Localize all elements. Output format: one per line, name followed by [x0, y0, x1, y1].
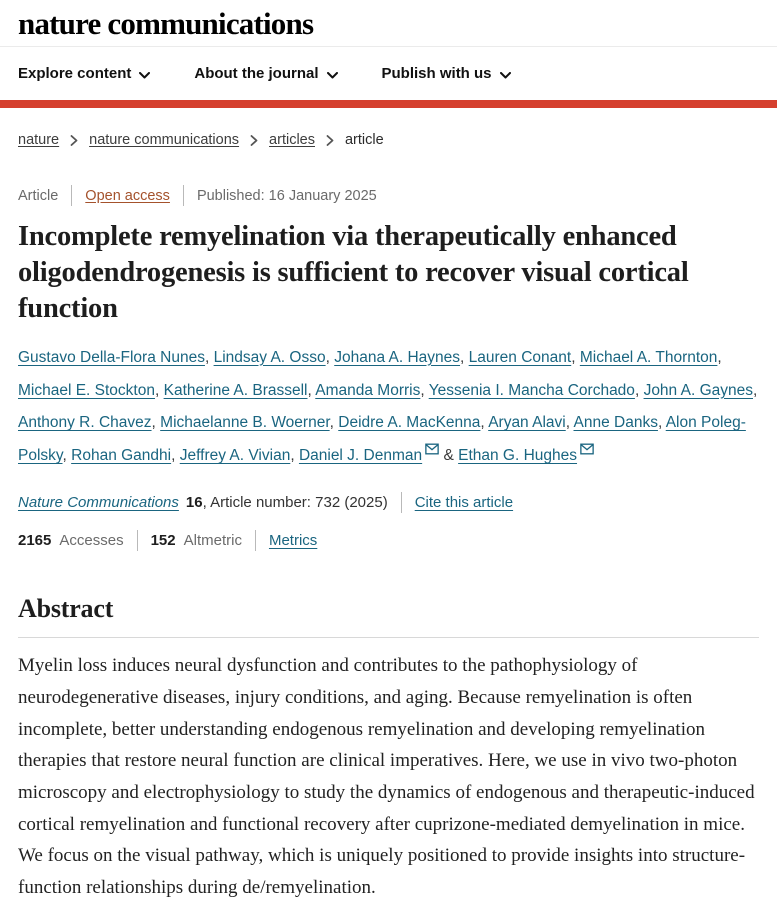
breadcrumb-item-nature[interactable]: nature	[18, 132, 60, 149]
author-link-yessenia-i-mancha-corchado[interactable]: Yessenia I. Mancha Corchado	[428, 381, 635, 399]
author-list: Gustavo Della-Flora Nunes, Lindsay A. Osso, Johana A. Haynes, Lauren Conant, Michael A. Thornton, Michael E. Stockton, Katherine A. Brassell, Amanda Morris, Yessenia I. Mancha Corchado, John A. Gaynes, Anthony R. Chavez, Michaelanne B. Woerner, Deidre A. MacKenna, Aryan Alavi, Anne Danks, Alon Poleg-Polsky, Rohan Gandhi, Jeffrey A. Vivian, Daniel J. Denman & Ethan G. Hughes	[18, 348, 758, 465]
divider	[401, 492, 402, 513]
chevron-down-icon	[139, 66, 150, 83]
abstract-section	[18, 594, 759, 904]
chevron-down-icon	[500, 66, 511, 83]
abstract-heading: Abstract	[18, 594, 114, 624]
divider	[71, 185, 72, 206]
nav-item-explore-content[interactable]	[18, 64, 150, 83]
brand-red-bar	[0, 100, 777, 108]
author-link-aryan-alavi[interactable]: Aryan Alavi	[488, 414, 566, 432]
author-link-amanda-morris[interactable]: Amanda Morris	[315, 381, 421, 399]
author-link-rohan-gandhi[interactable]: Rohan Gandhi	[71, 447, 172, 465]
author-link-lauren-conant[interactable]: Lauren Conant	[468, 348, 572, 366]
author-link-gustavo-della-flora-nunes[interactable]: Gustavo Della-Flora Nunes	[18, 348, 205, 366]
accesses-label: Accesses	[59, 532, 124, 550]
author-link-alon-poleg-polsky[interactable]: Alon Poleg-Polsky	[18, 414, 746, 465]
author-ampersand: &	[443, 447, 454, 465]
nav-item-label: About the journal	[194, 65, 319, 83]
author-link-lindsay-a-osso[interactable]: Lindsay A. Osso	[213, 348, 326, 366]
author-link-john-a-gaynes[interactable]: John A. Gaynes	[643, 381, 753, 399]
divider	[137, 530, 138, 551]
author-link-jeffrey-a-vivian[interactable]: Jeffrey A. Vivian	[179, 447, 291, 465]
author-link-michaelanne-b-woerner[interactable]: Michaelanne B. Woerner	[160, 414, 330, 432]
top-nav	[0, 47, 777, 100]
author-link-michael-e-stockton[interactable]: Michael E. Stockton	[18, 381, 155, 399]
breadcrumb-item-nature-communications[interactable]: nature communications	[89, 132, 240, 149]
chevron-down-icon	[327, 66, 338, 83]
breadcrumb-item-articles[interactable]: articles	[269, 132, 315, 149]
article-meta-row	[18, 185, 759, 206]
email-envelope-icon[interactable]	[580, 442, 594, 459]
altmetric-count: 152	[150, 532, 176, 550]
metrics-row	[18, 530, 759, 551]
nav-item-label: Publish with us	[381, 65, 492, 83]
author-link-johana-a-haynes[interactable]: Johana A. Haynes	[334, 348, 461, 366]
nav-item-label: Explore content	[18, 65, 132, 83]
chevron-right-icon	[70, 135, 78, 146]
site-header	[0, 0, 777, 47]
nav-item-about-the-journal[interactable]	[194, 64, 337, 83]
cite-this-article-link[interactable]: Cite this article	[414, 494, 514, 512]
divider	[183, 185, 184, 206]
article-type-label: Article	[18, 187, 59, 204]
author-link-anthony-r-chavez[interactable]: Anthony R. Chavez	[18, 414, 152, 432]
chevron-right-icon	[250, 135, 258, 146]
breadcrumb-item-article: article	[344, 132, 384, 149]
open-access-link[interactable]: Open access	[85, 187, 170, 204]
article-page	[0, 132, 777, 904]
article-number: , Article number: 732 (2025)	[202, 494, 388, 512]
chevron-right-icon	[326, 135, 334, 146]
section-rule	[18, 637, 759, 638]
author-link-ethan-g-hughes[interactable]: Ethan G. Hughes	[458, 447, 578, 465]
author-link-daniel-j-denman[interactable]: Daniel J. Denman	[298, 447, 423, 465]
email-envelope-icon[interactable]	[425, 442, 439, 459]
article-title: Incomplete remyelination via therapeutically enhanced oligodendrogenesis is sufficient to recover visual cortical function	[18, 221, 689, 325]
author-link-katherine-a-brassell[interactable]: Katherine A. Brassell	[163, 381, 308, 399]
altmetric-label: Altmetric	[183, 532, 242, 550]
author-link-deidre-a-mackenna[interactable]: Deidre A. MacKenna	[338, 414, 481, 432]
citation-line	[18, 492, 759, 513]
accesses-count: 2165	[18, 532, 52, 550]
author-link-michael-a-thornton[interactable]: Michael A. Thornton	[579, 348, 718, 366]
abstract-text: Myelin loss induces neural dysfunction and contributes to the pathophysiology of neurodegenerative diseases, injury conditions, and aging. Because remyelination is often incomplete, better understanding endogenous remyelination and developing remyelination therapies that restore neural function are clinical imperatives. Here, we use in vivo two-photon microscopy and electrophysiology to study the dynamics of endogenous and therapeutic-induced cortical remyelination and functional recovery after cuprizone-mediated demyelination in mice. We focus on the visual pathway, which is uniquely positioned to provide insights into structure-function relationships during de/remyelination.	[18, 655, 755, 899]
metrics-link[interactable]: Metrics	[268, 532, 318, 550]
volume-number: 16	[185, 494, 203, 512]
divider	[255, 530, 256, 551]
nav-item-publish-with-us[interactable]	[382, 64, 511, 83]
journal-logo[interactable]: nature communications	[18, 6, 314, 41]
breadcrumb	[18, 132, 759, 148]
journal-link[interactable]: Nature Communications	[18, 494, 179, 512]
published-date: Published: 16 January 2025	[196, 187, 377, 204]
author-link-anne-danks[interactable]: Anne Danks	[573, 414, 658, 432]
